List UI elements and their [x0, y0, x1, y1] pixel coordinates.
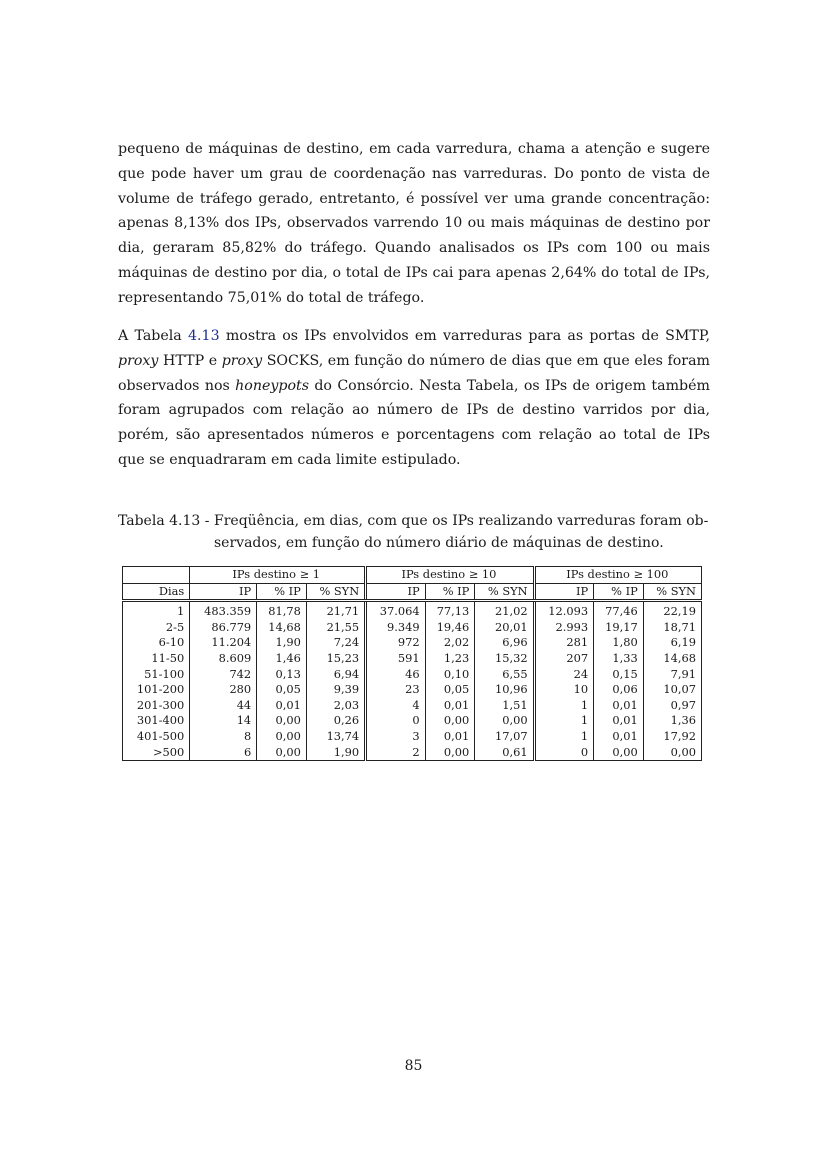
table-row	[123, 682, 702, 698]
p2-text-c: HTTP e	[158, 352, 222, 369]
sub-ip-100: IP	[534, 583, 593, 601]
table-cell: 21,02	[475, 601, 534, 620]
table-cell: 8	[243, 728, 252, 743]
table-cell: 2-5	[123, 620, 190, 636]
table-cell: 17,07	[475, 729, 534, 745]
table-row	[123, 635, 702, 651]
table-cell: 301-400	[123, 713, 190, 729]
table-cell: 8.609	[218, 650, 252, 665]
table-cell: 0,01	[594, 729, 644, 745]
table-cell: 1,90	[257, 635, 307, 651]
table-cell: 281	[534, 635, 593, 651]
table-cell: 1	[534, 729, 593, 745]
dias-header: Dias	[123, 583, 190, 601]
table-cell: 22,19	[643, 601, 701, 620]
table-cell: 19,46	[425, 620, 475, 636]
table-cell: 0,00	[594, 745, 644, 761]
table-cell: 0,15	[594, 667, 644, 683]
table-cell: 0,06	[594, 682, 644, 698]
table-cell: 1,90	[306, 745, 365, 761]
table-cell: 0,97	[643, 698, 701, 714]
table-cell: 0,00	[475, 713, 534, 729]
sub-pip-10: % IP	[425, 583, 475, 601]
table-cell: 86.779	[211, 619, 252, 634]
table-cell: 2.993	[534, 620, 593, 636]
table-cell: 280	[229, 682, 252, 697]
table-cell: 9.349	[366, 620, 425, 636]
table-cell: 20,01	[475, 620, 534, 636]
table-cell: 0,10	[425, 667, 475, 683]
table-row	[123, 729, 702, 745]
table-cell: 17,92	[643, 729, 701, 745]
table-cell: 13,74	[306, 729, 365, 745]
table-cell: 972	[366, 635, 425, 651]
table-cell: 1	[123, 601, 190, 620]
table-cell: 3	[366, 729, 425, 745]
table-cell: 0,00	[257, 729, 307, 745]
table-cell: 101-200	[123, 682, 190, 698]
table-cell: 11-50	[123, 651, 190, 667]
table-cell: 0,61	[475, 745, 534, 761]
table-cell: 10	[534, 682, 593, 698]
table-cell: 6,96	[475, 635, 534, 651]
p2-em-proxy: proxy	[118, 352, 159, 369]
table-cell: 6	[190, 745, 257, 761]
table-cell: 742	[229, 666, 252, 681]
table-cell: 0,26	[306, 713, 365, 729]
table-row	[123, 620, 702, 636]
table-cell: 24	[534, 667, 593, 683]
table-cell: 0,01	[594, 698, 644, 714]
table-cell: 9,39	[306, 682, 365, 698]
table-cell: 1,36	[643, 713, 701, 729]
p2-em-proxy-2: proxy	[221, 352, 263, 369]
table-cell: 37.064	[366, 601, 425, 620]
table-cell: 18,71	[643, 620, 701, 636]
table-cell: 21,55	[306, 620, 365, 636]
paragraph-table-reference	[118, 324, 710, 473]
caption-line-1: Freqüência, em dias, com que os IPs realizando varreduras foram ob-	[214, 513, 709, 529]
table-cell: 0,00	[257, 713, 307, 729]
table-cell: 4	[366, 698, 425, 714]
table-cell: 7,91	[643, 667, 701, 683]
table-cell: 77,46	[594, 601, 644, 620]
table-cell: 6,55	[475, 667, 534, 683]
table-cell: 1,46	[257, 651, 307, 667]
table-cell: 0,13	[257, 667, 307, 683]
table-cell: 12.093	[534, 601, 593, 620]
table-cell: 2,02	[425, 635, 475, 651]
table-cell: 1,80	[594, 635, 644, 651]
sub-ip-1: IP	[190, 583, 257, 601]
p2-text-b: mostra os IPs envolvidos em varreduras para as portas de SMTP,	[219, 328, 710, 344]
sub-psyn-10: % SYN	[475, 583, 534, 601]
table-cell: 0,05	[425, 682, 475, 698]
table-row	[123, 698, 702, 714]
p2-text-e: do Consórcio. Nesta Tabela, os IPs de origem também foram agrupados com relação ao número de IPs de destino varridos por dia, porém, são apresentados números e porcentagens com relação ao total de IPs que se enquadraram em cada limite estipulado.	[118, 377, 710, 468]
table-cell: 81,78	[257, 601, 307, 620]
table-cell: 2	[366, 745, 425, 761]
table-cell: 207	[534, 651, 593, 667]
group-header-100: IPs destino ≥ 100	[534, 567, 701, 584]
sub-psyn-1: % SYN	[306, 583, 365, 601]
sub-ip-10: IP	[366, 583, 425, 601]
table-cell: 7,24	[306, 635, 365, 651]
table-cell: 0,01	[594, 713, 644, 729]
table-cell: 77,13	[425, 601, 475, 620]
table-cell: 19,17	[594, 620, 644, 636]
frequency-table	[122, 566, 702, 761]
table-row	[123, 713, 702, 729]
table-cell: 44	[236, 697, 252, 712]
table-cell: 0,00	[425, 745, 475, 761]
table-cell: 0,00	[257, 745, 307, 761]
table-link[interactable]: 4.13	[188, 328, 220, 344]
group-header-1: IPs destino ≥ 1	[190, 567, 366, 584]
table-cell: 1,51	[475, 698, 534, 714]
table-row	[123, 667, 702, 683]
page-number: 85	[404, 1058, 423, 1074]
table-cell: 0,01	[425, 698, 475, 714]
table-cell: 0,00	[425, 713, 475, 729]
sub-pip-100: % IP	[594, 583, 644, 601]
table-cell: 10,07	[643, 682, 701, 698]
table-cell: 23	[366, 682, 425, 698]
table-cell: 591	[366, 651, 425, 667]
table-cell: 0,05	[257, 682, 307, 698]
table-cell: >500	[123, 745, 190, 761]
table-row	[123, 745, 702, 761]
table-cell: 201-300	[123, 698, 190, 714]
table-cell: 0,01	[425, 729, 475, 745]
caption-label: Tabela 4.13 -	[118, 513, 210, 529]
sub-psyn-100: % SYN	[643, 583, 701, 601]
table-cell: 2,03	[306, 698, 365, 714]
table-cell: 46	[366, 667, 425, 683]
header-corner	[123, 567, 190, 584]
table-row	[123, 601, 702, 620]
table-cell: 0	[534, 745, 593, 761]
table-body	[123, 601, 702, 761]
table-cell: 1	[534, 698, 593, 714]
table-cell: 15,23	[306, 651, 365, 667]
table-cell: 0	[366, 713, 425, 729]
p2-em-honeypots: honeypots	[235, 377, 309, 394]
table-cell: 14,68	[643, 651, 701, 667]
table-cell: 1,33	[594, 651, 644, 667]
p2-text-a: A Tabela	[118, 328, 188, 344]
table-cell: 0,00	[643, 745, 701, 761]
table-cell: 14,68	[257, 620, 307, 636]
table-cell: 15,32	[475, 651, 534, 667]
group-header-10: IPs destino ≥ 10	[366, 567, 534, 584]
table-cell: 6,19	[643, 635, 701, 651]
table-cell: 1	[534, 713, 593, 729]
table-cell: 11.204	[211, 635, 252, 650]
table-cell: 6-10	[123, 635, 190, 651]
caption-line-2: servados, em função do número diário de máquinas de destino.	[214, 535, 664, 551]
sub-pip-1: % IP	[257, 583, 307, 601]
paragraph-intro: pequeno de máquinas de destino, em cada varredura, chama a atenção e sugere que pode haver um grau de coordenação nas varreduras. Do ponto de vista de volume de tráfego gerado, entretanto, é possível ver uma grande concentração: apenas 8,13% dos IPs, observados varrendo 10 ou mais máquinas de destino por dia, geraram 85,82% do tráfego. Quando analisados os IPs com 100 ou mais máquinas de destino por dia, o total de IPs cai para apenas 2,64% do total de IPs, representando 75,01% do total de tráfego.	[118, 141, 710, 306]
table-cell: 1,23	[425, 651, 475, 667]
table-cell: 483.359	[204, 604, 252, 619]
table-cell: 51-100	[123, 667, 190, 683]
table-cell: 0,01	[257, 698, 307, 714]
table-cell: 21,71	[306, 601, 365, 620]
table-cell: 401-500	[123, 729, 190, 745]
table-cell: 6,94	[306, 667, 365, 683]
p2-text-d: SOCKS, em função do número de dias que em que eles foram observados nos	[118, 352, 710, 394]
table-cell: 14	[236, 713, 252, 728]
table-cell: 10,96	[475, 682, 534, 698]
table-row	[123, 651, 702, 667]
